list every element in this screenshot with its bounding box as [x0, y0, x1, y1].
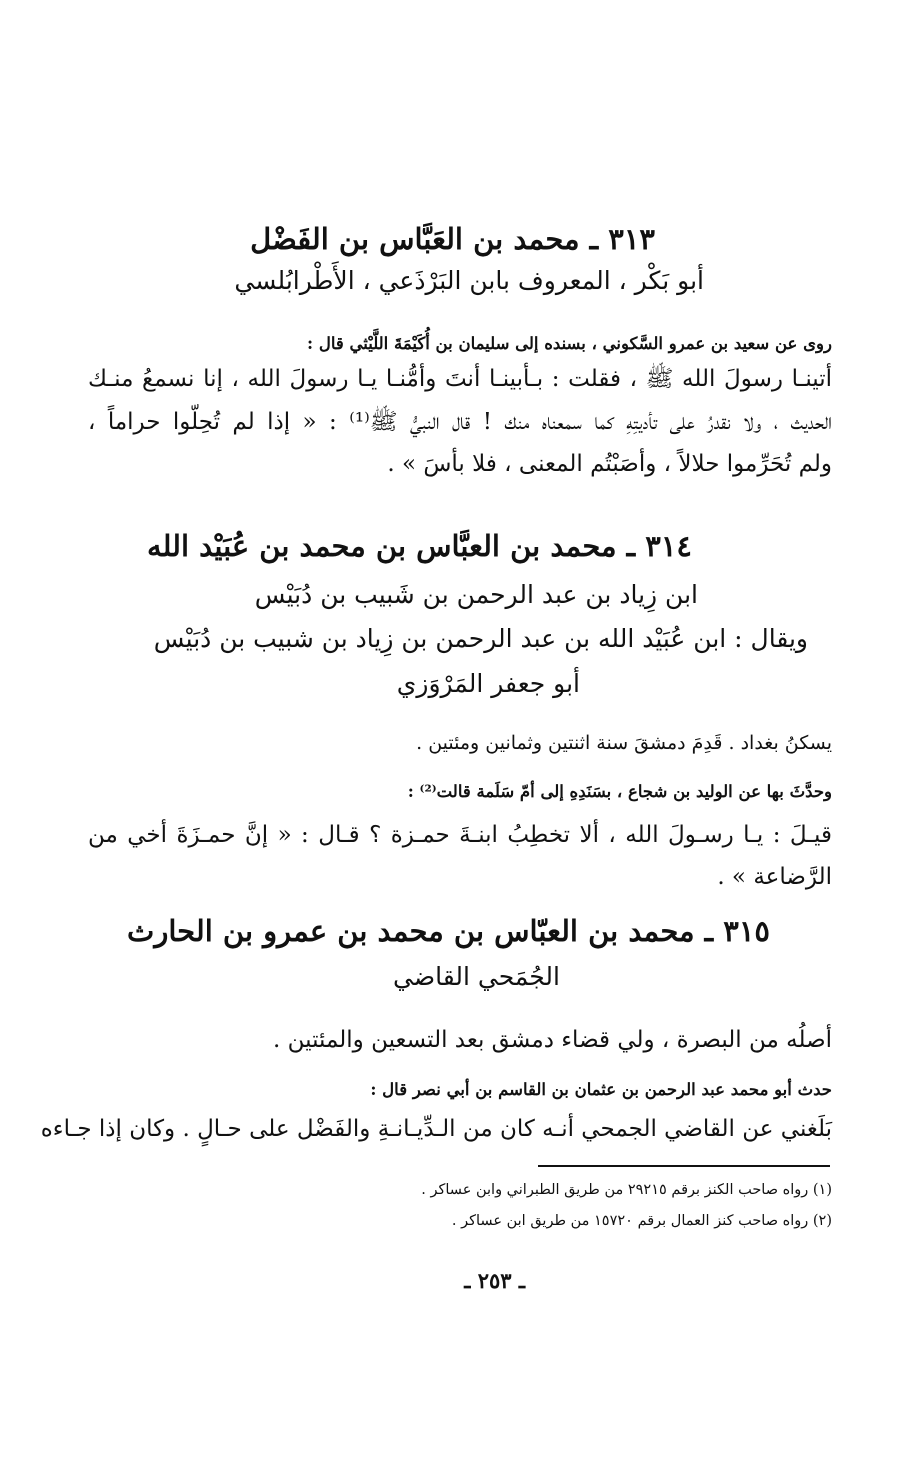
- entry-315-line-1: بَلَغني عن القاضي الجمحي أنـه كان من الـدِّيـانـةِ والفَضْل على حـالٍ . وكان إذا جـاءه: [40, 1116, 832, 1142]
- entry-314-line-1: قيـلَ : يـا رسـولَ الله ، ألا تخطِبُ ابنـةَ حمـزة ؟ قـال : « إنَّ حمـزَةَ أخي من: [88, 822, 832, 848]
- entry-315-subtitle: الجُمَحي القاضي: [393, 962, 560, 991]
- entry-314-narration: وحدَّثَ بها عن الوليد بن شجاع ، بسَنَدِهِ إلى أمّ سَلَمة قالت⁽²⁾ :: [407, 782, 832, 801]
- entry-314-subtitle-2: ويقال : ابن عُبَيْد الله بن عبد الرحمن بن زِياد بن شبيب بن دُبَيْس: [153, 624, 808, 653]
- footnote-separator: [538, 1165, 830, 1167]
- entry-315-info: أصلُه من البصرة ، ولي قضاء دمشق بعد التسعين والمئتين .: [273, 1027, 832, 1053]
- entry-314-title: ٣١٤ ـ محمد بن العبَّاس بن محمد بن عُبَيْد الله: [147, 529, 692, 563]
- entry-313-line-1: أتينـا رسولَ الله ﷺ ، فقلت : بـأبينـا أنتَ وأمُّنـا يـا رسولَ الله ، إنا نسمعُ منـك: [88, 366, 832, 392]
- entry-314-subtitle-1: ابن زِياد بن عبد الرحمن بن شَبيب بن دُبَيْس: [254, 580, 698, 609]
- entry-313-line-2: الحديث ، ولا نقدرُ على تأديتِهِ كما سمعناه منك ! قال النبيُّ ﷺ⁽¹⁾ : « إذا لم تُحِلّوا حراماً ،: [88, 409, 833, 435]
- footnote-2: (٢) رواه صاحب كنز العمال برقم ١٥٧٢٠ من طريق ابن عساكر .: [451, 1213, 832, 1229]
- entry-313-line-3: ولم تُحَرِّموا حلالاً ، وأصَبْتُم المعنى ، فلا بأسَ » .: [387, 451, 832, 477]
- entry-314-line-2: الرَّضاعة » .: [717, 864, 832, 890]
- entry-313-title: ٣١٣ ـ محمد بن العَبَّاس بن الفَضْل: [250, 222, 655, 256]
- page-number: ـ ٢٥٣ ـ: [464, 1268, 525, 1293]
- entry-314-info: يسكنُ بغداد . قَدِمَ دمشقَ سنة اثنتين وثمانين ومئتين .: [416, 732, 832, 754]
- entry-315-narration: حدث أبو محمد عبد الرحمن بن عثمان بن القاسم بن أبي نصر قال :: [370, 1080, 832, 1099]
- entry-315-title: ٣١٥ ـ محمد بن العبّاس بن محمد بن عمرو بن الحارث: [127, 914, 770, 948]
- footnote-1: (١) رواه صاحب الكنز برقم ٢٩٢١٥ من طريق الطبراني وابن عساكر .: [421, 1182, 832, 1198]
- entry-313-subtitle: أبو بَكْر ، المعروف بابن البَرْذَعي ، الأَطْرابُلسي: [234, 266, 704, 295]
- entry-313-narration: روى عن سعيد بن عمرو السَّكوني ، بسنده إلى سليمان بن أُكَيْمَةَ اللَّيْثي قال :: [307, 334, 832, 353]
- entry-314-subtitle-3: أبو جعفر المَرْوَزي: [396, 669, 580, 698]
